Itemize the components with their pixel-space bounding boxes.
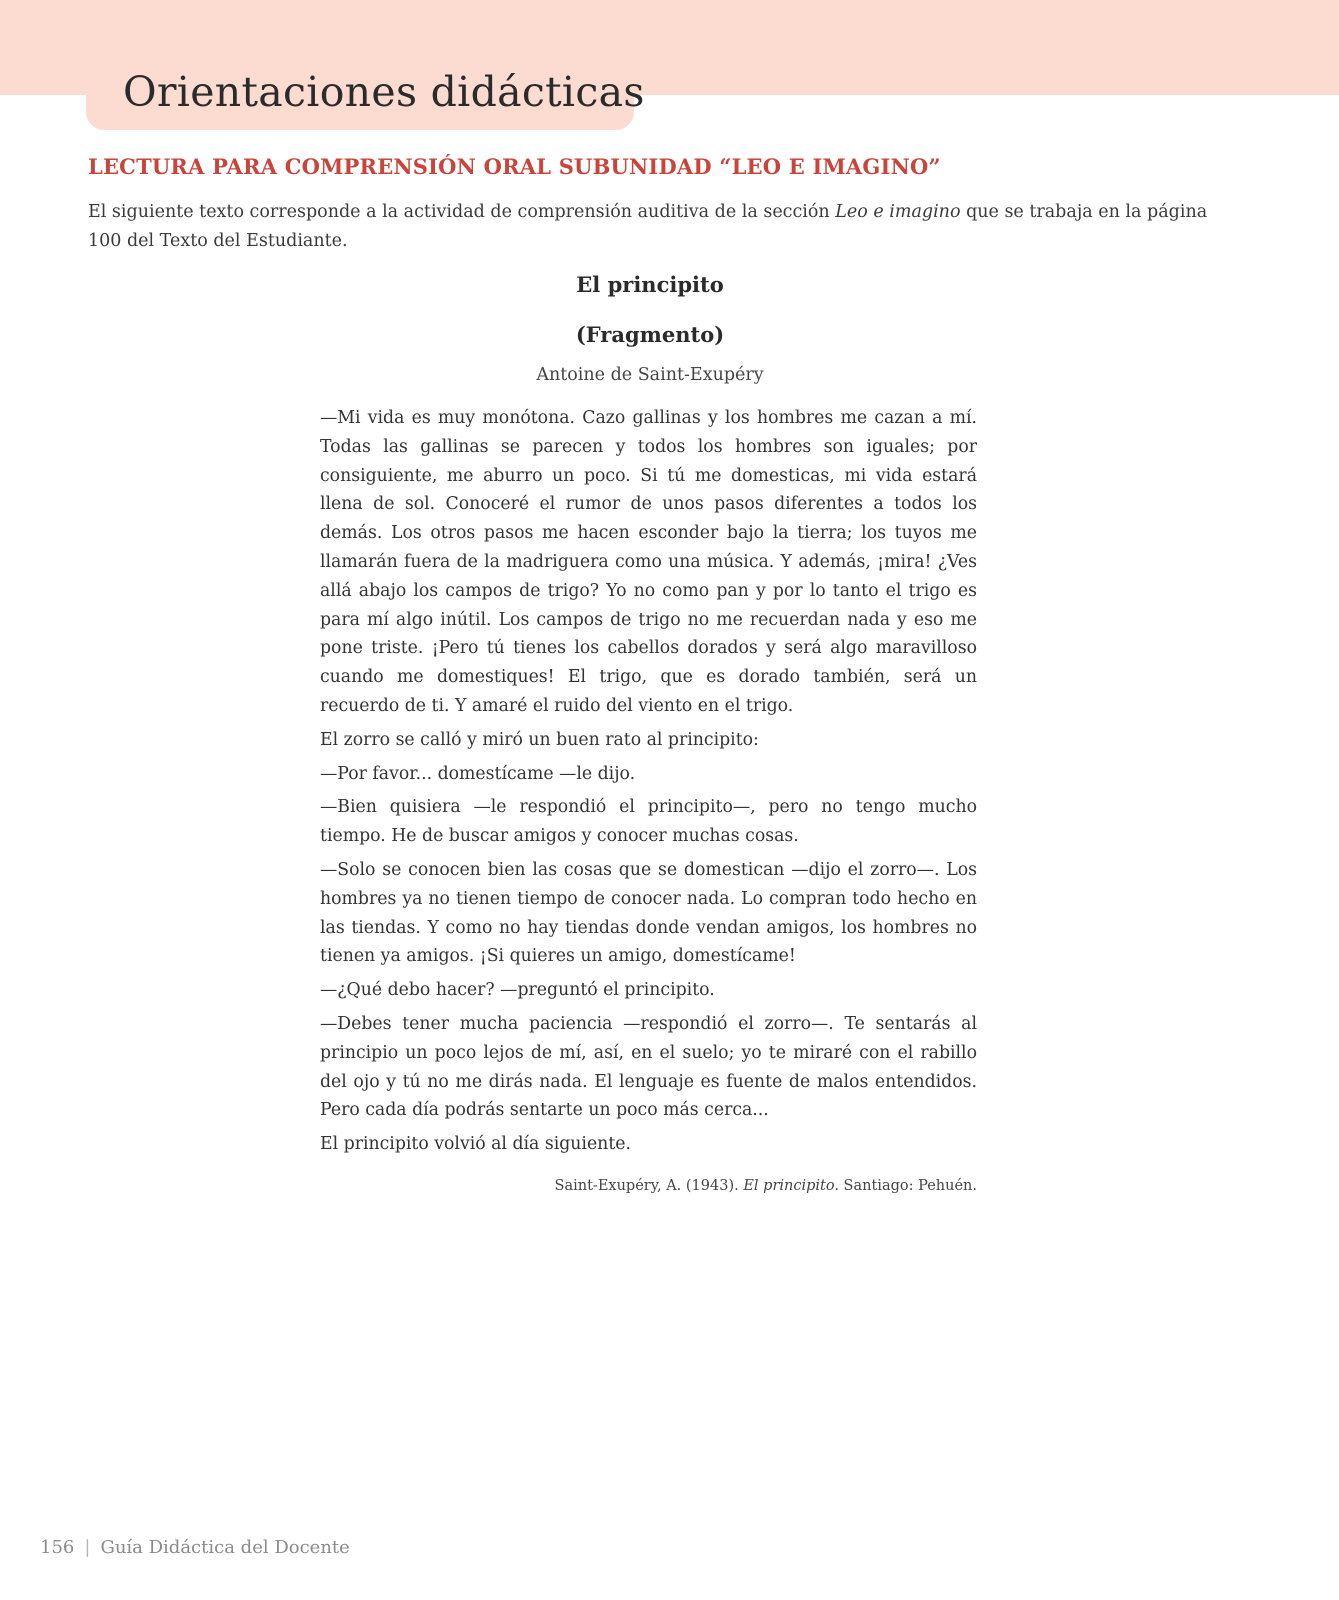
reading-paragraph: —Bien quisiera —le respondió el principito—, pero no tengo mucho tiempo. He de buscar amigos y conocer muchas cosas. xyxy=(320,797,977,847)
reading-paragraph: —Mi vida es muy monótona. Cazo gallinas y los hombres me cazan a mí. Todas las gallinas se parecen y todos los hombres son iguales; por consiguiente, me aburro un poco. Si tú me domesticas, mi vida estará llena de sol. Conoceré el rumor de unos pasos diferentes a todos los demás. Los otros pasos me hacen esconder bajo la tierra; los tuyos me llamarán fuera de la madriguera como una música. Y además, ¡mira! ¿Ves allá abajo los campos de trigo? Yo no como pan y por lo tanto el trigo es para mí algo inútil. Los campos de trigo no me recuerdan nada y eso me pone triste. ¡Pero tú tienes los cabellos dorados y será algo maravilloso cuando me domestiques! El trigo, que es dorado también, será un recuerdo de ti. Y amaré el ruido del viento en el trigo. xyxy=(320,408,977,716)
reading-paragraph: —¿Qué debo hacer? —preguntó el principito. xyxy=(320,980,715,1001)
page-number: 156 xyxy=(40,1537,75,1558)
page-footer xyxy=(40,1537,350,1558)
reading-paragraph: El zorro se calló y miró un buen rato al principito: xyxy=(320,729,759,750)
citation xyxy=(320,1178,977,1194)
citation-book-title: El principito. xyxy=(743,1178,839,1194)
footer-book-title: Guía Didáctica del Docente xyxy=(100,1537,350,1558)
section-heading: LECTURA PARA COMPRENSIÓN ORAL SUBUNIDAD “LEO E IMAGINO” xyxy=(88,154,941,179)
citation-publisher: Santiago: Pehuén. xyxy=(838,1178,977,1194)
reading-subtitle: (Fragmento) xyxy=(575,322,725,347)
intro-text-start: El siguiente texto corresponde a la actividad de comprensión auditiva de la sección xyxy=(88,202,836,222)
citation-author: Saint-Exupéry, A. (1943). xyxy=(554,1178,744,1194)
intro-section-name: Leo e imagino xyxy=(835,202,961,222)
reading-paragraph: —Debes tener mucha paciencia —respondió el zorro—. Te sentarás al principio un poco lejos de mí, así, en el suelo; yo te miraré con el rabillo del ojo y tú no me dirás nada. El lenguaje es fuente de malos entendidos. Pero cada día podrás sentarte un poco más cerca... xyxy=(320,1013,977,1121)
reading-paragraph: —Por favor... domestícame —le dijo. xyxy=(320,763,636,784)
reading-title: El principito xyxy=(576,272,724,297)
reading-author: Antoine de Saint-Exupéry xyxy=(536,365,764,385)
intro-text-end: que se trabaja en la página 100 del Texto del Estudiante. xyxy=(88,202,1208,251)
footer-separator: | xyxy=(84,1537,91,1558)
reading-paragraph: —Solo se conocen bien las cosas que se domestican —dijo el zorro—. Los hombres ya no tienen tiempo de conocer nada. Lo compran todo hecho en las tiendas. Y como no hay tiendas donde vendan amigos, los hombres no tienen ya amigos. ¡Si quieres un amigo, domestícame! xyxy=(320,859,977,967)
intro-paragraph xyxy=(88,198,1218,256)
reading-body xyxy=(320,404,977,1164)
reading-paragraph: El principito volvió al día siguiente. xyxy=(320,1134,631,1155)
page-title: Orientaciones didácticas xyxy=(123,68,645,116)
